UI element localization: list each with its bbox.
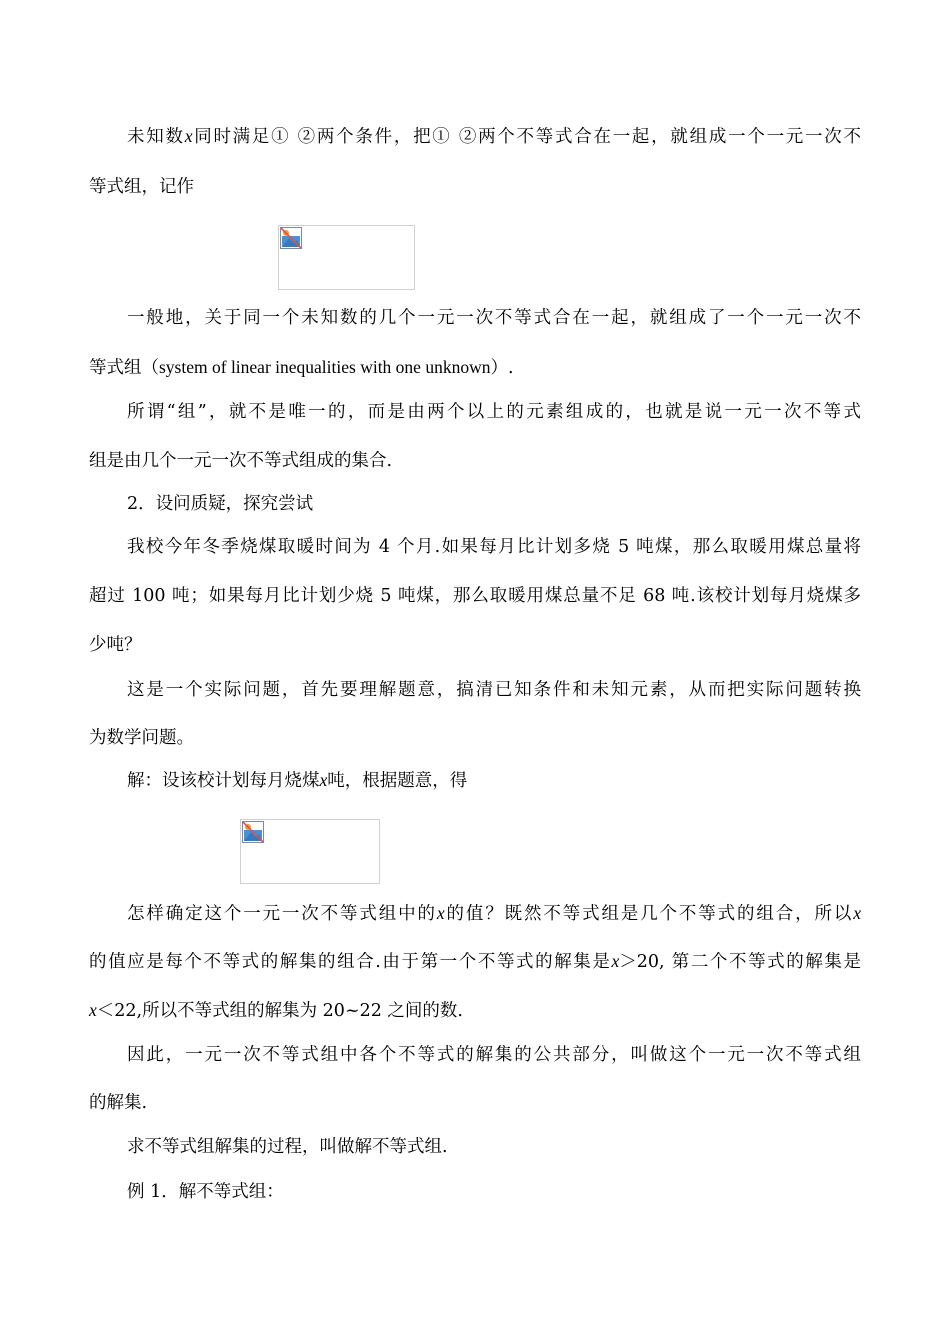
- paragraph-line: 超过 100 吨；如果每月比计划少烧 5 吨煤，那么取暖用煤总量不足 68 吨.该校计划每月烧煤多: [89, 586, 861, 606]
- paragraph-line: 解：设该校计划每月烧煤x吨，根据题意，得: [127, 770, 468, 791]
- paragraph-line: 未知数x同时满足① ②两个条件，把① ②两个不等式合在一起，就组成一个一元一次不: [127, 126, 862, 147]
- paragraph-line: 的值应是每个不等式的解集的组合.由于第一个不等式的解集是x＞20, 第二个不等式的解集是: [89, 951, 861, 972]
- example-heading: 例 1．解不等式组：: [127, 1182, 284, 1202]
- broken-image-icon: [280, 227, 302, 249]
- paragraph-line: 所谓“组”，就不是唯一的，而是由两个以上的元素组成的，也就是说一元一次不等式: [127, 402, 861, 422]
- paragraph-line: 等式组（system of linear inequalities with one unknown）.: [89, 357, 514, 378]
- section-heading: 2．设问质疑，探究尝试: [127, 494, 314, 514]
- paragraph-line: 我校今年冬季烧煤取暖时间为 4 个月.如果每月比计划多烧 5 吨煤，那么取暖用煤总量将: [127, 537, 861, 557]
- inequality-system-image-2: [240, 819, 380, 884]
- paragraph-line: 因此，一元一次不等式组中各个不等式的解集的公共部分，叫做这个一元一次不等式组: [127, 1045, 861, 1065]
- paragraph-line: 一般地，关于同一个未知数的几个一元一次不等式合在一起，就组成了一个一元一次不: [127, 308, 861, 328]
- paragraph-line: 的解集.: [89, 1093, 148, 1113]
- broken-image-icon: [242, 821, 264, 843]
- paragraph-line: 为数学问题。: [89, 728, 194, 748]
- paragraph-line: 等式组，记作: [89, 177, 194, 197]
- paragraph-line: 少吨？: [89, 635, 142, 655]
- paragraph-line: 组是由几个一元一次不等式组成的集合.: [89, 451, 393, 471]
- paragraph-line: 求不等式组解集的过程，叫做解不等式组.: [127, 1137, 448, 1157]
- paragraph-line: 这是一个实际问题，首先要理解题意，搞清已知条件和未知元素，从而把实际问题转换: [127, 680, 861, 700]
- inequality-system-image-1: [278, 225, 415, 290]
- paragraph-line: x＜22,所以不等式组的解集为 20~22 之间的数.: [89, 1000, 463, 1021]
- paragraph-line: 怎样确定这个一元一次不等式组中的x的值？既然不等式组是几个不等式的组合，所以x: [127, 903, 862, 924]
